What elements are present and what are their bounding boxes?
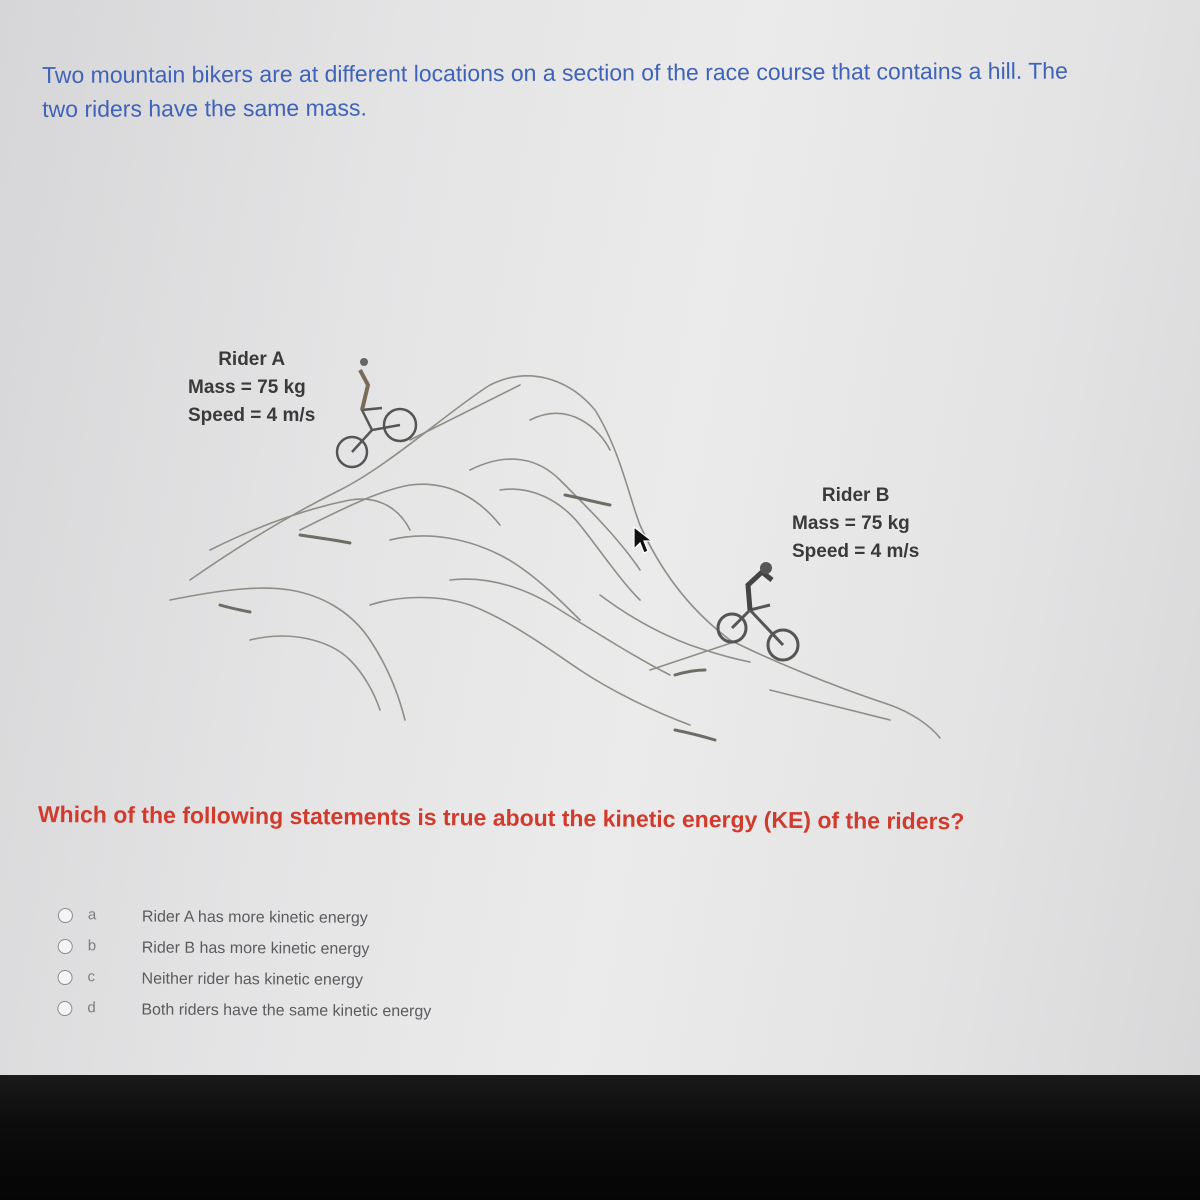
option-c-radio[interactable] [58,970,73,985]
rider-a-name: Rider A [218,349,286,370]
option-a[interactable] [56,905,576,939]
option-d-text[interactable]: Both riders have the same kinetic energy [141,1001,432,1021]
option-d-letter: d [87,999,96,1017]
rider-a-speed: Speed = 4 m/s [188,405,316,426]
option-a-letter: a [87,906,97,924]
intro-line-2: two riders have the same mass. [42,94,367,122]
rider-b-speed: Speed = 4 m/s [792,541,920,562]
option-d-radio[interactable] [57,1001,72,1016]
rider-a-label [188,346,315,430]
monitor-bezel [0,1075,1200,1200]
option-b-radio[interactable] [58,939,73,954]
rider-a-mass: Mass = 75 kg [188,377,306,398]
question-text: Which of the following statements is true about the kinetic energy (KE) of the riders? [37,801,965,835]
option-a-text[interactable]: Rider A has more kinetic energy [141,908,368,927]
option-d[interactable] [55,998,575,1032]
answer-options [55,905,576,1032]
intro-line-1: Two mountain bikers are at different locations on a section of the race course that contains a hill. The [42,57,1068,88]
option-c[interactable] [55,967,575,1001]
option-b[interactable] [56,936,576,970]
hill-illustration [150,340,970,760]
option-b-letter: b [87,937,97,955]
question-intro [42,53,1200,126]
option-b-text[interactable]: Rider B has more kinetic energy [141,939,370,958]
option-a-radio[interactable] [58,908,73,923]
rider-b-mass: Mass = 75 kg [792,513,910,534]
rider-b-figure [718,562,798,660]
option-c-text[interactable]: Neither rider has kinetic energy [141,970,364,989]
rider-b-label [792,482,919,566]
rider-a-figure [337,358,416,467]
option-c-letter: c [87,968,96,986]
mouse-cursor-icon [632,525,654,557]
rider-b-name: Rider B [821,485,890,506]
